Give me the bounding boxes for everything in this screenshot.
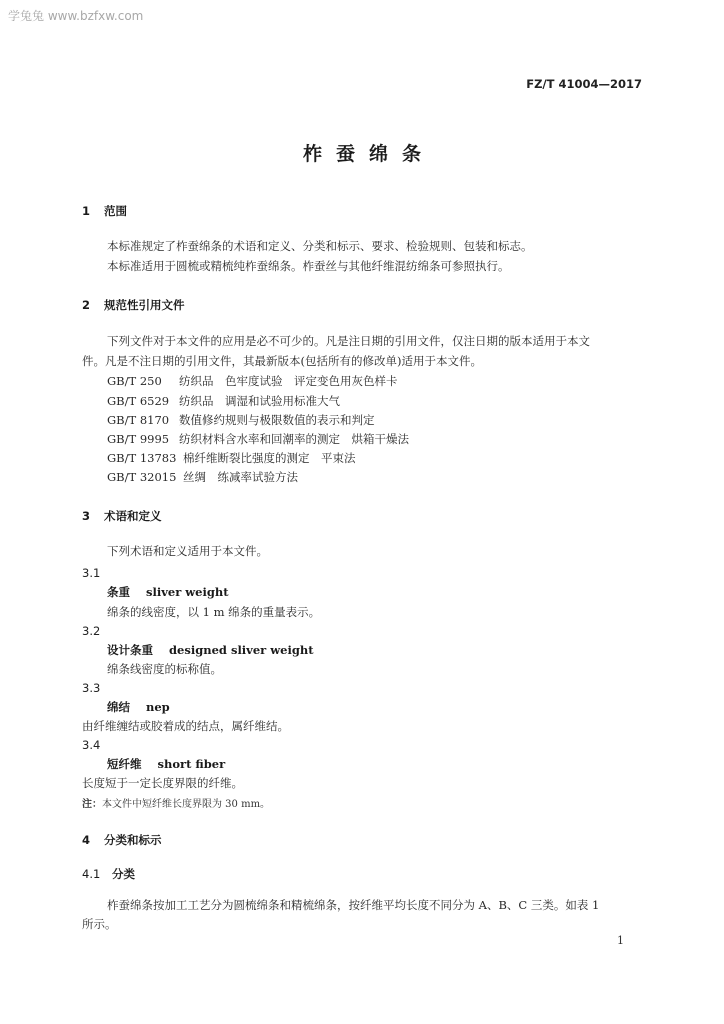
page-number: 1 <box>617 934 624 947</box>
term-en: short fiber <box>157 757 226 771</box>
clause-number: 3.1 <box>82 566 101 580</box>
section-number: 2 <box>82 298 91 312</box>
term-definition: 绵条线密度的标称值。 <box>107 662 222 676</box>
section-3-heading <box>82 508 162 524</box>
reference-code: GB/T 9995 <box>107 432 170 446</box>
reference-item <box>107 431 409 447</box>
section-number: 1 <box>82 204 91 218</box>
reference-item <box>107 412 375 428</box>
term-en: nep <box>146 700 170 714</box>
reference-title: 棉纤维断裂比强度的测定 平束法 <box>183 451 356 465</box>
paragraph: 本标准规定了柞蚕绵条的术语和定义、分类和标示、要求、检验规则、包装和标志。 <box>107 239 533 253</box>
term-definition: 由纤维缠结或胶着成的结点，属纤维结。 <box>82 719 289 733</box>
document-title: 柞蚕绵条 <box>302 143 435 165</box>
reference-item <box>107 373 398 389</box>
reference-code: GB/T 6529 <box>107 394 170 408</box>
subsection-number: 4.1 <box>82 867 101 881</box>
term-definition: 长度短于一定长度界限的纤维。 <box>82 776 243 790</box>
section-title: 术语和定义 <box>104 509 162 523</box>
term-entry <box>107 584 229 600</box>
reference-item <box>107 450 356 466</box>
clause-number: 3.4 <box>82 738 101 752</box>
reference-code: GB/T 250 <box>107 374 162 388</box>
section-title: 分类和标示 <box>104 833 162 847</box>
subsection-4-1-heading <box>82 866 135 882</box>
reference-title: 纺织品 调湿和试验用标准大气 <box>179 394 340 408</box>
section-number: 3 <box>82 509 91 523</box>
section-number: 4 <box>82 833 91 847</box>
section-4-heading <box>82 832 162 848</box>
reference-code: GB/T 32015 <box>107 470 177 484</box>
term-zh: 设计条重 <box>107 643 153 657</box>
term-zh: 短纤维 <box>107 757 142 771</box>
paragraph-continued: 件。凡是不注日期的引用文件，其最新版本(包括所有的修改单)适用于本文件。 <box>82 354 482 368</box>
term-en: designed sliver weight <box>169 643 314 657</box>
note <box>82 795 270 810</box>
reference-title: 纺织品 色牢度试验 评定变色用灰色样卡 <box>179 374 398 388</box>
reference-code: GB/T 8170 <box>107 413 170 427</box>
reference-item <box>107 393 340 409</box>
term-entry <box>107 699 170 715</box>
section-1-heading <box>82 203 127 219</box>
reference-code: GB/T 13783 <box>107 451 177 465</box>
term-zh: 绵结 <box>107 700 130 714</box>
term-en: sliver weight <box>146 585 229 599</box>
term-zh: 条重 <box>107 585 130 599</box>
paragraph-continued: 所示。 <box>82 917 117 931</box>
paragraph: 下列文件对于本文件的应用是必不可少的。凡是注日期的引用文件，仅注日期的版本适用于本文 <box>107 334 590 348</box>
term-entry <box>107 642 314 658</box>
reference-item <box>107 469 298 485</box>
section-title: 范围 <box>104 204 127 218</box>
reference-title: 丝绸 练减率试验方法 <box>183 470 298 484</box>
paragraph: 柞蚕绵条按加工工艺分为圆梳绵条和精梳绵条，按纤维平均长度不同分为 A、B、C 三类。如表 1 <box>107 898 600 912</box>
note-text: 本文件中短纤维长度界限为 30 mm。 <box>102 799 271 810</box>
paragraph: 本标准适用于圆梳或精梳纯柞蚕绵条。柞蚕丝与其他纤维混纺绵条可参照执行。 <box>107 259 510 273</box>
note-label: 注： <box>82 799 102 810</box>
clause-number: 3.2 <box>82 624 101 638</box>
reference-title: 数值修约规则与极限数值的表示和判定 <box>179 413 375 427</box>
term-entry <box>107 756 225 772</box>
subsection-title: 分类 <box>112 867 135 881</box>
section-2-heading <box>82 297 185 313</box>
standard-number: FZ/T 41004—2017 <box>526 77 642 91</box>
watermark: 学兔兔 www.bzfxw.com <box>8 9 144 23</box>
clause-number: 3.3 <box>82 681 101 695</box>
term-definition: 绵条的线密度，以 1 m 绵条的重量表示。 <box>107 605 321 619</box>
section-title: 规范性引用文件 <box>104 298 185 312</box>
paragraph: 下列术语和定义适用于本文件。 <box>107 544 268 558</box>
reference-title: 纺织材料含水率和回潮率的测定 烘箱干燥法 <box>179 432 409 446</box>
